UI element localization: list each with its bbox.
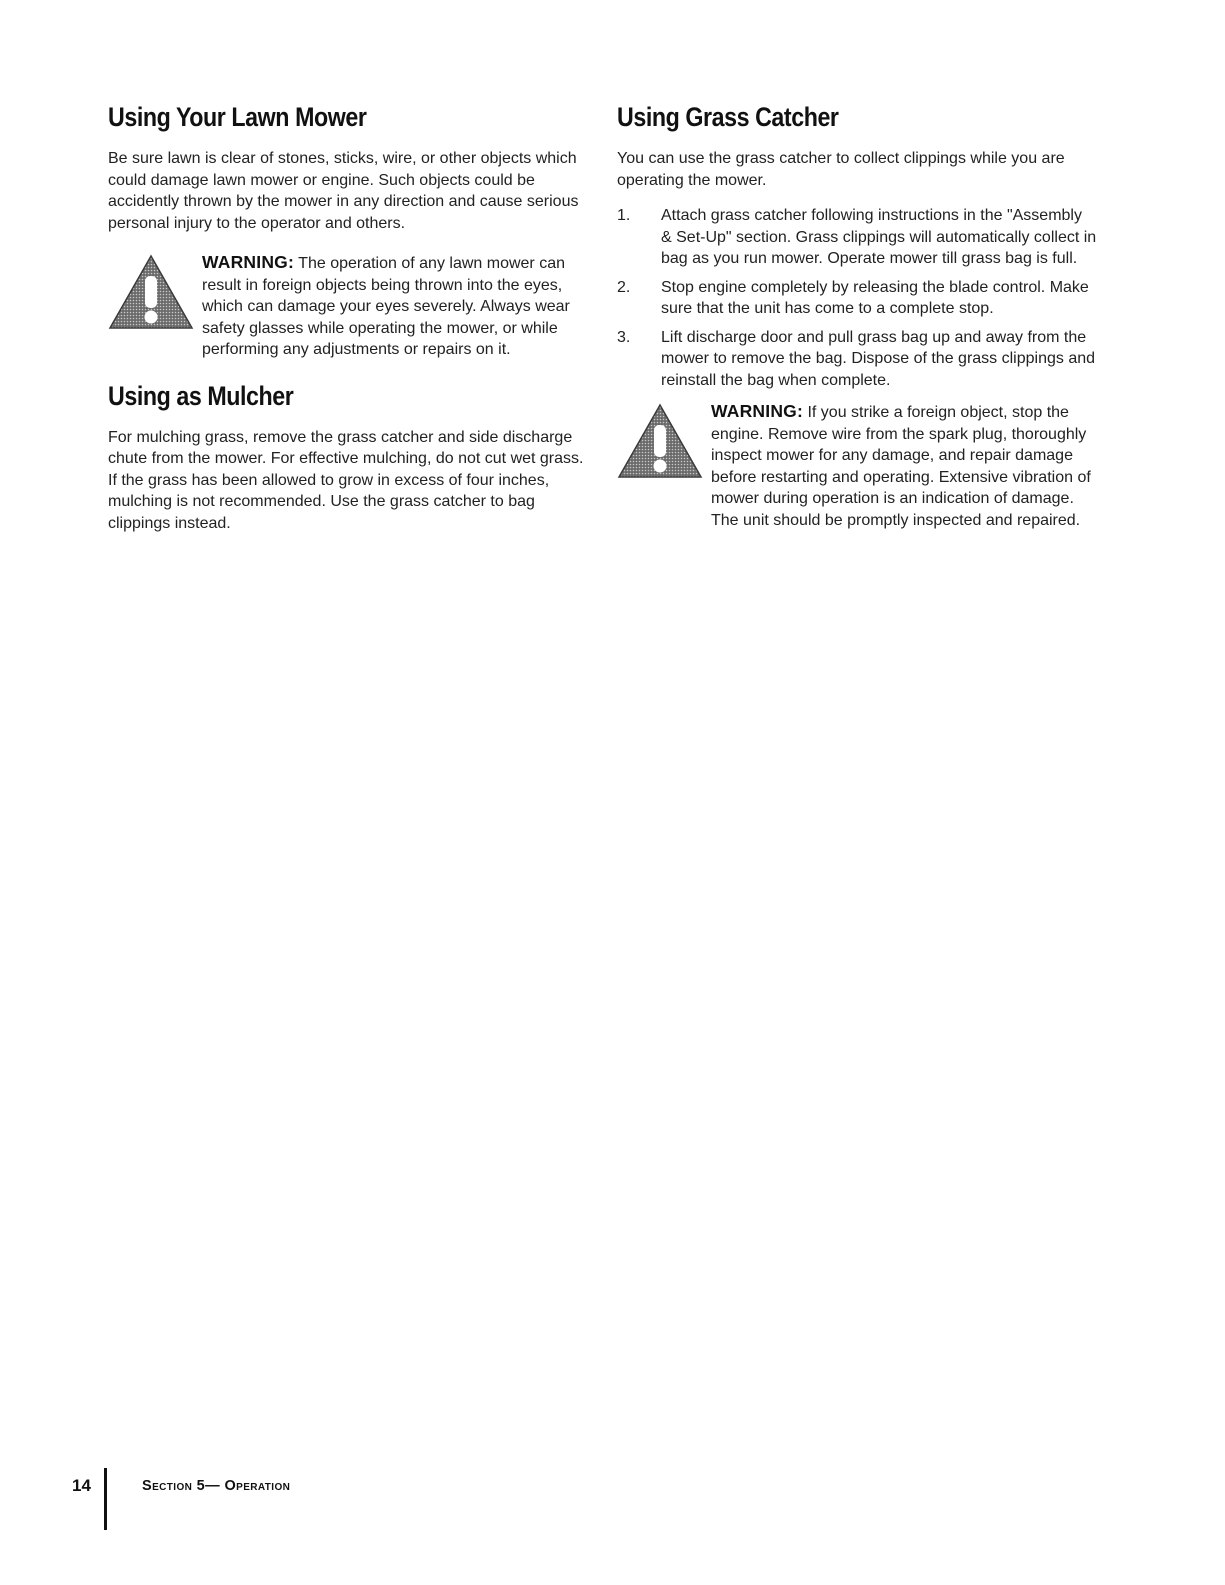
using-grass-catcher-body: You can use the grass catcher to collect clippings while you are operating the mower. bbox=[617, 150, 1065, 189]
page-number: 14 bbox=[72, 1476, 91, 1495]
step-text: Attach grass catcher following instructions in the "Assembly & Set-Up" section. Grass clippings will automatically collect in bag as you run mower. Operate mower till grass bag is full. bbox=[661, 207, 1097, 267]
step-text: Lift discharge door and pull grass bag up and away from the mower to remove the bag. Dispose of the grass clippings and reinstall the bag when complete. bbox=[661, 328, 1096, 389]
warning-triangle-icon bbox=[617, 403, 703, 479]
eye-safety-warning bbox=[108, 252, 590, 361]
warning-text: If you strike a foreign object, stop the engine. Remove wire from the spark plug, thoroughly inspect mower for any damage, and repair damage before restarting and operating. Extensive vibration of mower during operation is an indication of damage. The unit should be promptly inspected and repaired. bbox=[711, 404, 1091, 529]
left-column bbox=[108, 100, 590, 534]
footer-divider bbox=[104, 1468, 107, 1530]
step-number: 3. bbox=[617, 328, 631, 346]
right-column bbox=[617, 100, 1097, 531]
step-item bbox=[617, 205, 1097, 270]
warning-triangle-icon bbox=[108, 254, 194, 330]
grass-catcher-steps bbox=[617, 205, 1097, 391]
using-grass-catcher-heading: Using Grass Catcher bbox=[617, 102, 839, 132]
step-item bbox=[617, 277, 1097, 320]
step-number: 1. bbox=[617, 207, 631, 224]
step-number: 2. bbox=[617, 278, 631, 296]
warning-text: The operation of any lawn mower can result in foreign objects being thrown into the eyes, which can damage your eyes severely. Always wear safety glasses while operating the mower, or while performing any adjustments or repairs on it. bbox=[202, 255, 570, 358]
foreign-object-warning bbox=[617, 401, 1097, 531]
warning-label: WARNING: bbox=[202, 252, 295, 272]
using-as-mulcher-heading: Using as Mulcher bbox=[108, 380, 294, 411]
warning-label: WARNING: bbox=[711, 401, 804, 421]
warning-message bbox=[202, 252, 590, 361]
using-lawn-mower-body: Be sure lawn is clear of stones, sticks, wire, or other objects which could damage lawn mower or engine. Such objects could be accidently thrown by the mower in any direction and cause serious personal injury to the operator and others. bbox=[108, 150, 579, 232]
using-as-mulcher-body: For mulching grass, remove the grass catcher and side discharge chute from the mower. For effective mulching, do not cut wet grass. If the grass has been allowed to grow in excess of four inches, mulching is not recommended. Use the grass catcher to bag clippings instead. bbox=[108, 428, 584, 532]
section-label: Section 5— Operation bbox=[142, 1478, 291, 1494]
step-text: Stop engine completely by releasing the blade control. Make sure that the unit has come to a complete stop. bbox=[661, 278, 1089, 317]
step-item bbox=[617, 327, 1097, 392]
using-lawn-mower-heading: Using Your Lawn Mower bbox=[108, 102, 367, 132]
warning-message bbox=[711, 401, 1097, 531]
